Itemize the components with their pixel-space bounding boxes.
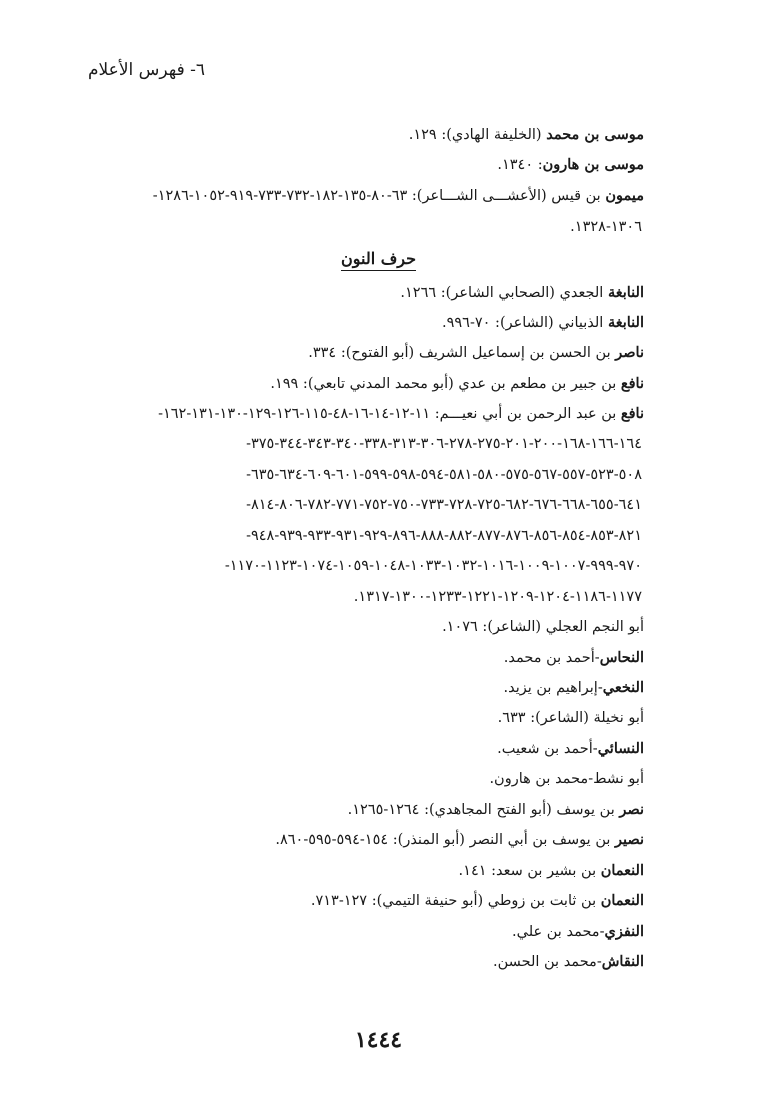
- index-entry: [504, 648, 644, 668]
- index-entry: [503, 678, 644, 698]
- entry-details: أبو نخيلة (الشاعر): ٦٣٣.: [497, 710, 644, 726]
- index-entry: [308, 343, 644, 363]
- entry-name: النفزي: [604, 923, 644, 940]
- entry-details: بن بشير بن سعد: ١٤١.: [458, 863, 601, 879]
- entry-name: النحاس: [599, 649, 644, 666]
- index-entry: [311, 891, 644, 911]
- index-entry-continuation: [246, 434, 642, 454]
- entry-details: ١١٧٧-١١٨٦-١٢٠٤-١٢٠٩-١٢٢١-١٢٣٣-١٣٠٠-١٣١٧.: [353, 589, 642, 605]
- entry-name: النعمان: [600, 862, 644, 879]
- index-entry-continuation: [570, 217, 642, 237]
- entry-details: -إبراهيم بن يزيد.: [503, 680, 603, 696]
- entry-name: ناصر: [615, 344, 644, 361]
- entry-name: النسائي: [597, 740, 644, 757]
- entry-name: موسى بن هارون: [542, 156, 644, 173]
- entry-name: النابغة: [607, 284, 644, 301]
- index-entry: [512, 922, 644, 942]
- running-title: ٦- فهرس الأعلام: [88, 60, 206, 80]
- entry-details: ١٦٤-١٦٦-١٦٨-٢٠٠-٢٠١-٢٧٥-٢٧٨-٣٠٦-٣١٣-٣٣٨-٣٤٠-٣٤٣-٣٤٤-٣٧٥-: [246, 436, 642, 452]
- entry-details: ٦٤١-٦٥٥-٦٦٨-٦٧٦-٦٨٢-٧٢٥-٧٢٨-٧٣٣-٧٥٠-٧٥٢-٧٧١-٧٨٢-٨٠٦-٨١٤-: [246, 497, 642, 513]
- entry-details: بن قيس (الأعشـــى الشـــاعر): ٦٣-٨٠-١٣٥-١٨٢-٧٣٢-٧٣٣-٩١٩-١٠٥٢-١٢٨٦-: [152, 188, 606, 204]
- entry-details: الجعدي (الصحابي الشاعر): ١٢٦٦.: [400, 285, 608, 301]
- entry-details: بن يوسف بن أبي النصر (أبو المنذر): ١٥٤-٥٩٤-٥٩٥-٨٦٠.: [275, 832, 615, 848]
- index-entry-continuation: [354, 587, 642, 607]
- index-entry: [158, 404, 644, 424]
- index-entry: [497, 739, 644, 759]
- entry-name: نصر: [619, 801, 644, 818]
- index-entry: [489, 769, 644, 789]
- index-entry: [409, 125, 644, 145]
- entry-details: بن جبير بن مطعم بن عدي (أبو محمد المدني تابعي): ١٩٩.: [270, 376, 621, 392]
- section-title: حرف النون: [341, 249, 416, 271]
- index-entry: [497, 155, 644, 175]
- entry-details: ٨٢١-٨٥٣-٨٥٤-٨٥٦-٨٧٦-٨٧٧-٨٨٢-٨٨٨-٨٩٦-٩٢٩-٩٣١-٩٣٣-٩٣٩-٩٤٨-: [246, 528, 642, 544]
- entry-details: ٥٠٨-٥٢٣-٥٥٧-٥٦٧-٥٧٥-٥٨٠-٥٨١-٥٩٤-٥٩٨-٥٩٩-٦٠١-٦٠٩-٦٣٤-٦٣٥-: [246, 467, 642, 483]
- index-entry: [153, 186, 644, 206]
- entry-details: ١٣٠٦-١٣٢٨.: [570, 219, 642, 235]
- index-entry-continuation: [246, 495, 642, 515]
- entry-name: موسى بن محمد: [546, 126, 644, 143]
- index-entry: [459, 861, 644, 881]
- entry-details: -أحمد بن محمد.: [503, 650, 600, 666]
- entry-name: ميمون: [605, 187, 644, 204]
- index-entry: [348, 800, 644, 820]
- entry-name: النقاش: [601, 953, 644, 970]
- entry-details: الذبياني (الشاعر): ٧٠-٩٩٦.: [441, 315, 608, 331]
- entry-details: ٩٧٠-٩٩٩-١٠٠٧-١٠٠٩-١٠١٦-١٠٣٢-١٠٣٣-١٠٤٨-١٠٥٩-١٠٧٤-١١٢٣-١١٧٠-: [224, 558, 642, 574]
- entry-details: : ١٣٤٠.: [497, 157, 543, 173]
- entry-details: بن ثابت بن زوطي (أبو حنيفة التيمي): ١٢٧-٧١٣.: [310, 893, 601, 909]
- entry-details: بن عبد الرحمن بن أبي نعيـــم: ١١-١٢-١٤-١٦-٤٨-١١٥-١٢٦-١٢٩-١٣٠-١٣١-١٦٢-: [158, 406, 621, 422]
- index-entry-continuation: [246, 526, 642, 546]
- entry-name: النابغة: [607, 314, 644, 331]
- entry-details: (الخليفة الهادي): ١٢٩.: [408, 127, 547, 143]
- index-entry: [275, 830, 644, 850]
- index-entry: [270, 374, 644, 394]
- index-entry-continuation: [225, 556, 642, 576]
- page-number: ١٤٤٤: [354, 1027, 403, 1053]
- index-entry: [400, 283, 644, 303]
- index-entry-continuation: [246, 465, 642, 485]
- entry-details: -محمد بن علي.: [512, 924, 605, 940]
- entry-details: بن الحسن بن إسماعيل الشريف (أبو الفتوح): ٣٣٤.: [308, 345, 616, 361]
- entry-name: نصير: [615, 831, 644, 848]
- entry-name: النعمان: [600, 892, 644, 909]
- index-entry: [442, 313, 644, 333]
- entry-details: -محمد بن الحسن.: [493, 954, 602, 970]
- entry-name: نافع: [620, 405, 644, 422]
- index-entry: [493, 952, 644, 972]
- section-heading: [0, 249, 757, 268]
- entry-name: النخعي: [602, 679, 644, 696]
- entry-details: بن يوسف (أبو الفتح المجاهدي): ١٢٦٤-١٢٦٥.: [347, 802, 620, 818]
- entry-name: نافع: [620, 375, 644, 392]
- index-entry: [498, 708, 644, 728]
- entry-details: أبو النجم العجلي (الشاعر): ١٠٧٦.: [442, 619, 644, 635]
- entry-details: -أحمد بن شعيب.: [497, 741, 598, 757]
- index-entry: [442, 617, 644, 637]
- entry-details: أبو نشط-محمد بن هارون.: [489, 771, 644, 787]
